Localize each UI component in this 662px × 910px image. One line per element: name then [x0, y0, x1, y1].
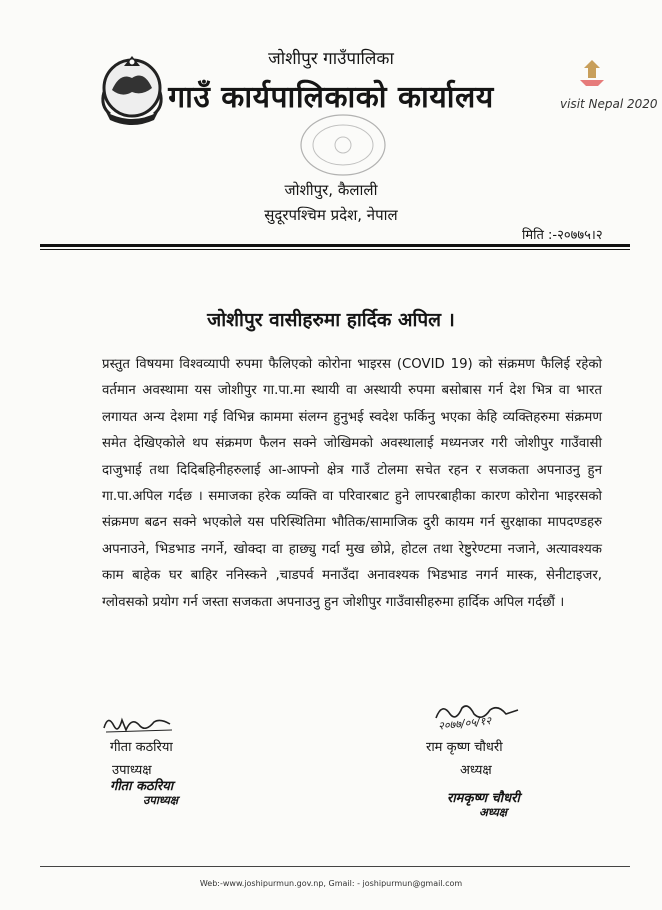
office-place: जोशीपुर, कैलाली [284, 181, 378, 199]
appeal-heading: जोशीपुर वासीहरुमा हार्दिक अपिल । [207, 309, 455, 331]
chair-name: राम कृष्ण चौधरी [426, 740, 503, 755]
vice-chair-stamp-title: उपाध्यक्ष [143, 793, 179, 807]
chair-signature-date: २०७७/०५/१२ [437, 714, 492, 733]
chair-title: अध्यक्ष [460, 763, 492, 778]
office-stamp [298, 112, 388, 182]
letter-date: मिति :-२०७७५।२ [522, 228, 603, 243]
vice-chair-stamp-name: गीता कठरिया [110, 779, 174, 794]
header-divider [40, 244, 630, 247]
org-name: जोशीपुर गाउँपालिका [268, 49, 394, 69]
vice-chair-name: गीता कठरिया [110, 740, 173, 755]
footer-divider [40, 866, 630, 867]
office-name: गाउँ कार्यपालिकाको कार्यालय [168, 80, 494, 115]
office-province: सुदूरपश्चिम प्रदेश, नेपाल [264, 206, 398, 224]
visit-nepal-text: visit Nepal 2020 [560, 97, 658, 111]
vice-chair-title: उपाध्यक्ष [112, 763, 152, 778]
appeal-body: प्रस्तुत विषयमा विश्वव्यापी रुपमा फैलिएको कोरोना भाइरस (COVID 19) को संक्रमण फैलिई रहेको वर्तमान अवस्थामा यस जोशीपुर गा.पा.मा स्थायी वा अस्थायी रुपमा बसोबास गर्न देश भित्र वा भारत लगायत अन्य देशमा गई विभिन्न काममा संलग्न हुनुभई स्वदेश फर्किनु भएका केहि व्यक्तिहरुमा संक्रमण समेत देखिएकोले थप संक्रमण फैलन सक्ने जोखिमको अवस्थालाई मध्यनजर गरी जोशीपुर गाउँवासी दाजुभाई तथा दिदिबहिनीहरुलाई आ-आफ्नो क्षेत्र गाउँ टोलमा सचेत रहन र सजकता अपनाउनु हुन गा.पा.अपिल गर्दछ । समाजका हरेक व्यक्ति वा परिवारबाट हुने लापरबाहीका कारण कोरोना भाइरसको संक्रमण बढन सक्ने भएकोले यस परिस्थितिमा भौतिक/सामाजिक दुरी कायम गर्न सुरक्षाका मापदण्डहरु अपनाउने, भिडभाड नगर्ने, खोक्दा वा हाछ्यु गर्दा मुख छोप्ने, होटल तथा रेष्टुरेण्टमा नजाने, अत्यावश्यक काम बाहेक घर बाहिर ननिस्कने ,चाडपर्व मनाउँदा अनावश्यक भिडभाड नगर्न मास्क, सेनीटाइजर, ग्लोवसको प्रयोग गर्न जस्ता सजकता अपनाउनु हुन जोशीपुर गाउँवासीहरुमा हार्दिक अपिल गर्दछौं । [102, 357, 602, 610]
chair-stamp-name: रामकृष्ण चौधरी [447, 791, 520, 806]
header-divider-thin [40, 249, 630, 250]
footer-contact: Web:-www.joshipurmun.gov.np, Gmail: - joshipurmun@gmail.com [199, 879, 463, 888]
visit-nepal-logo [558, 58, 658, 126]
chair-stamp-title: अध्यक्ष [479, 805, 508, 819]
